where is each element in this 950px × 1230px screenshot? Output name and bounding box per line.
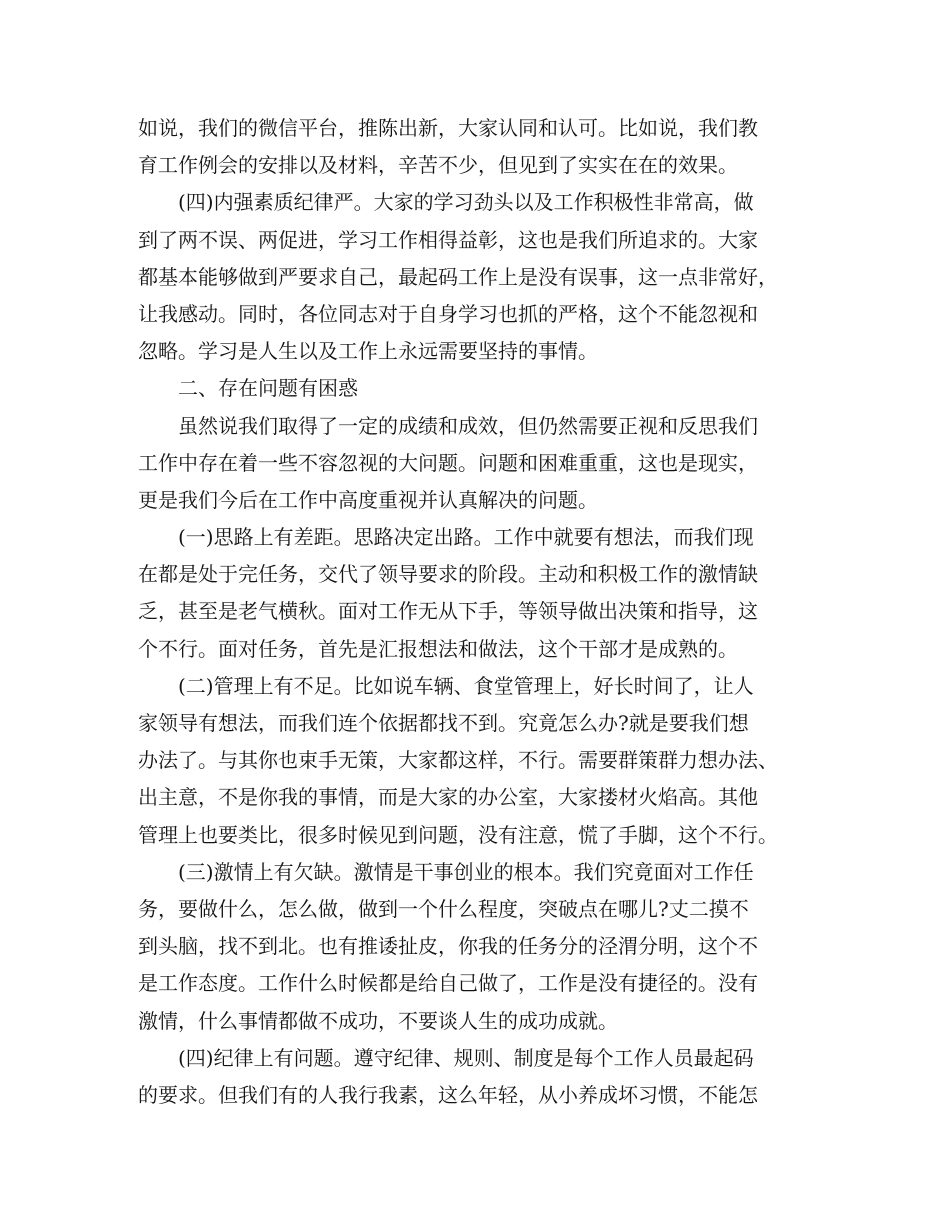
- text-line: (二)管理上有不足。比如说车辆、食堂管理上，好长时间了，让人: [178, 673, 754, 698]
- text-line: 虽然说我们取得了一定的成绩和成效，但仍然需要正视和反思我们: [178, 413, 758, 438]
- text-line: 是工作态度。工作什么时候都是给自己做了，工作是没有捷径的。没有: [138, 971, 758, 996]
- text-line: 管理上也要类比，很多时候见到问题，没有注意，慌了手脚，这个不行。: [138, 822, 778, 847]
- document-body: [138, 110, 818, 1114]
- text-line: (一)思路上有差距。思路决定出路。工作中就要有想法，而我们现: [178, 525, 754, 550]
- text-line: (三)激情上有欠缺。激情是干事创业的根本。我们究竟面对工作任: [178, 859, 754, 884]
- text-line: 出主意，不是你我的事情，而是大家的办公室，大家搂材火焰高。其他: [138, 785, 758, 810]
- text-line: 让我感动。同时，各位同志对于自身学习也抓的严格，这个不能忽视和: [138, 301, 758, 326]
- text-line: 更是我们今后在工作中高度重视并认真解决的问题。: [138, 487, 598, 512]
- text-line: 育工作例会的安排以及材料，辛苦不少，但见到了实实在在的效果。: [138, 153, 738, 178]
- text-line: 乏，甚至是老气横秋。面对工作无从下手，等领导做出决策和指导，这: [138, 599, 758, 624]
- text-line: 工作中存在着一些不容忽视的大问题。问题和困难重重，这也是现实，: [138, 450, 758, 475]
- text-line: 在都是处于完任务，交代了领导要求的阶段。主动和积极工作的激情缺: [138, 562, 758, 587]
- text-line: 都基本能够做到严要求自己，最起码工作上是没有误事，这一点非常好，: [138, 264, 778, 289]
- text-line: 务，要做什么，怎么做，做到一个什么程度，突破点在哪儿?丈二摸不: [138, 896, 749, 921]
- text-line: 个不行。面对任务，首先是汇报想法和做法，这个干部才是成熟的。: [138, 636, 738, 661]
- text-line: (四)纪律上有问题。遵守纪律、规则、制度是每个工作人员最起码: [178, 1045, 754, 1070]
- text-line: 激情，什么事情都做不成功，不要谈人生的成功成就。: [138, 1008, 618, 1033]
- text-line: 到了两不误、两促进，学习工作相得益彰，这也是我们所追求的。大家: [138, 227, 758, 252]
- text-line: 如说，我们的微信平台，推陈出新，大家认同和认可。比如说，我们教: [138, 116, 758, 140]
- text-line: 到头脑，找不到北。也有推诿扯皮，你我的任务分的泾渭分明，这个不: [138, 934, 758, 959]
- text-line: 办法了。与其你也束手无策，大家都这样，不行。需要群策群力想办法、: [138, 748, 778, 773]
- text-line: 忽略。学习是人生以及工作上永远需要坚持的事情。: [138, 339, 598, 364]
- text-line: 家领导有想法，而我们连个依据都找不到。究竟怎么办?就是要我们想: [138, 711, 749, 735]
- text-line: 二、存在问题有困惑: [178, 376, 358, 401]
- text-line: 的要求。但我们有的人我行我素，这么年轻，从小养成坏习惯，不能怎: [138, 1082, 758, 1107]
- text-line: (四)内强素质纪律严。大家的学习劲头以及工作积极性非常高，做: [178, 190, 754, 215]
